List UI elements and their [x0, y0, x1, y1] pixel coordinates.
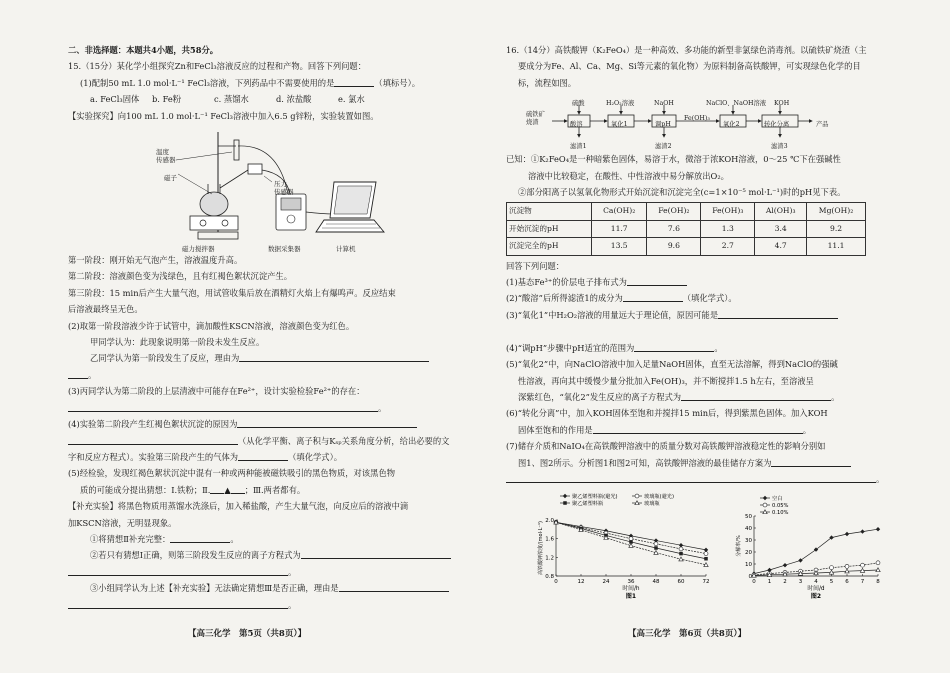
table-cell: 沉淀物: [507, 203, 592, 220]
y-tick-label: 1.6: [545, 536, 554, 543]
q16-3-blank: [506, 323, 890, 339]
option-b: b. Fe粉: [152, 94, 182, 105]
q15-4-c: 字和反应方程式）。实验第三阶段产生的气体为 （填化学式）。: [68, 451, 343, 462]
stage-3-cont: 后溶液最终呈无色。: [68, 304, 143, 315]
supplement-3: ③小组同学认为上述【补充实验】无法确定猜想Ⅲ是否正确，理由是: [68, 580, 466, 596]
data-point: [830, 566, 834, 570]
left-page: [68, 42, 466, 613]
process-flow: [506, 91, 890, 151]
ph-table: [506, 202, 866, 255]
q15-stem: 15.（15分）某化学小组探究Zn和FeCl₃溶液反应的过程和产物。回答下列问题：: [68, 61, 367, 72]
flow-reagent-4: NaClO、NaOH溶液: [706, 100, 767, 108]
q16-3: (3)“氧化1”中H₂O₂溶液的用量远大于理论值，原因可能是: [506, 307, 890, 323]
y-axis-label: 分解率/%: [736, 535, 742, 557]
q16-1: (1)基态Fe³⁺的价层电子排布式为: [506, 274, 890, 290]
table-cell: Mg(OH)₂: [807, 203, 866, 220]
figure-1-chart: [522, 490, 722, 610]
flow-waste-3: 滤渣3: [771, 143, 788, 151]
y-tick-label: 30: [745, 538, 752, 544]
footer-left: 【高三化学 第5页（共8页）】: [188, 629, 307, 639]
q16-6: (6)“转化分离”中，加入KOH固体至饱和并搅拌15 min后，得到紫黑色固体。加入KOH: [506, 408, 828, 419]
experiment-intro: 【实验探究】向100 mL 1.0 mol·L⁻¹ FeCl₃溶液中加入6.5 g锌粉，实验装置如图。: [68, 110, 379, 121]
y-tick-label: 0.8: [545, 574, 554, 580]
legend-marker: [635, 494, 639, 498]
q16-4: (4)“调pH”步骤中pH适宜的范围为 。: [506, 342, 723, 353]
x-tick-label: 5: [829, 579, 834, 585]
stage-2: 第二阶段：溶液颜色变为浅绿色，且有红褐色絮状沉淀产生。: [68, 271, 293, 282]
data-point: [860, 529, 864, 533]
q16-2: (2)“酸溶”后所得滤渣1的成分为 （填化学式）。: [506, 293, 737, 304]
supplement-2-blank: 。: [68, 564, 466, 580]
supplement-3-blank: 。: [68, 597, 466, 613]
table-cell: 9.6: [647, 238, 701, 255]
supplement-2: ②若只有猜想Ⅰ正确，则第三阶段发生反应的离子方程式为: [68, 547, 466, 563]
q16-7-b: 图1、图2所示。分析图1和图2可知，高铁酸钾溶液的最佳储存方案为: [506, 455, 890, 471]
option-a: a. FeCl₃固体: [90, 94, 140, 105]
y-tick-label: 20: [745, 550, 752, 556]
table-cell: 沉淀完全的pH: [507, 238, 592, 255]
x-tick-label: 0: [752, 579, 756, 585]
option-d: d. 浓盐酸: [276, 94, 312, 105]
flow-intermediate: Fe(OH)₃: [684, 115, 710, 123]
table-cell: Al(OH)₃: [755, 203, 807, 220]
x-tick-label: 1: [767, 579, 772, 585]
data-point: [679, 557, 683, 561]
option-e: e. 氯水: [338, 94, 365, 105]
data-point: [798, 558, 802, 562]
q15-1-options: [68, 91, 466, 107]
data-point: [629, 537, 633, 541]
q16-5: (5)“氧化2”中，向NaClO溶液中加入足量NaOH固体，直至无法溶解，得到NaClO的强碱: [506, 359, 838, 370]
chart-title: 图1: [625, 593, 637, 600]
flow-waste-1: 滤渣1: [570, 143, 587, 151]
table-cell: 11.1: [807, 238, 866, 255]
x-axis-label: 时间/h: [622, 586, 640, 592]
data-point: [654, 546, 658, 550]
known-2: ②部分阳离子以氢氧化物形式开始沉淀和沉淀完全(c=1×10⁻⁵ mol·L⁻¹)时的pH见下表。: [518, 187, 846, 198]
q16-stem-cont: 要成分为Fe、Al、Ca、Mg、Si等元素的氧化物）为原料制备高铁酸钾，可实现绿色化学的目: [518, 61, 861, 72]
flow-product: 产品: [816, 121, 829, 129]
legend-marker: [563, 494, 567, 498]
flow-reagent-1: 硫酸: [572, 100, 585, 108]
flow-step-5: 转化分离: [764, 121, 790, 129]
q16-stem-end: 标，流程如图。: [518, 77, 577, 88]
q15-2-yi: 乙同学认为第一阶段发生了反应，理由为: [68, 350, 466, 366]
table-cell: Ca(OH)₂: [592, 203, 647, 220]
flow-step-2: 氧化1: [611, 121, 628, 129]
y-tick-label: 10: [745, 562, 752, 568]
q16-5-c: 深紫红色，“氧化2”发生反应的离子方程式为 。: [518, 391, 840, 402]
q15-5-b: 质的可能成分提出猜想：Ⅰ.铁粉；Ⅱ. ▲ ；Ⅲ.两者都有。: [80, 484, 306, 495]
data-point: [876, 527, 880, 531]
y-tick-label: 0: [748, 574, 752, 580]
figure-2-chart: [730, 490, 890, 610]
q16-7: (7)储存介质和NaIO₄在高铁酸钾溶液中的质量分数对高铁酸钾溶液稳定性的影响分别如: [506, 441, 826, 452]
x-tick-label: 6: [845, 579, 849, 585]
data-point: [783, 563, 787, 567]
legend-label: 空白: [772, 496, 783, 502]
footer-right: 【高三化学 第6页（共8页）】: [628, 629, 747, 639]
table-cell: 11.7: [592, 220, 647, 237]
data-point: [861, 563, 865, 567]
chart-title: 图2: [810, 593, 822, 600]
q15-1: (1)配制50 mL 1.0 mol·L⁻¹ FeCl₃溶液，下列药品中不需要使用的是 （填标号）。: [80, 77, 421, 88]
table-cell: 2.7: [701, 238, 755, 255]
data-point: [704, 552, 708, 556]
x-tick-label: 4: [814, 579, 818, 585]
data-point: [629, 543, 633, 547]
legend-label: 聚乙烯塑料瓶: [572, 501, 604, 507]
q15-3-blank: 。: [68, 400, 466, 416]
flow-raw: 硫铁矿 烧渣: [526, 111, 545, 127]
y-tick-label: 40: [745, 526, 752, 532]
data-point: [845, 564, 849, 568]
q16-stem: 16.（14分）高铁酸钾（K₂FeO₄）是一种高效、多功能的新型非氯绿色消毒剂。以硫铁矿烧渣（主: [506, 45, 867, 55]
table-row: [507, 238, 866, 255]
x-tick-label: 72: [702, 579, 710, 585]
x-tick-label: 0: [554, 579, 558, 585]
x-tick-label: 24: [602, 579, 610, 585]
legend-marker: [763, 496, 767, 500]
answer-heading: 回答下列问题：: [506, 260, 565, 271]
q15-4: (4)实验第二阶段产生红褐色絮状沉淀的原因为: [68, 416, 466, 432]
legend-marker: [763, 503, 767, 507]
x-tick-label: 60: [677, 579, 685, 585]
q15-2-blank: 。: [68, 367, 466, 383]
supplement-cont: 加KSCN溶液，无明显现象。: [68, 517, 177, 528]
table-row: [507, 220, 866, 237]
q15-4-b: （从化学平衡、离子积与Kₛₚ关系角度分析，给出必要的文: [68, 433, 466, 449]
legend-label: 0.05%: [772, 503, 789, 509]
y-tick-label: 1.2: [545, 555, 554, 562]
flow-reagent-2: H₂O₂溶液: [606, 100, 635, 108]
data-point: [654, 542, 658, 546]
q16-6-b: 固体至饱和的作用是 。: [518, 424, 811, 435]
table-cell: 9.2: [807, 220, 866, 237]
q15-2-jia: 甲同学认为：此现象说明第一阶段未发生反应。: [90, 337, 265, 348]
table-cell: 13.5: [592, 238, 647, 255]
y-tick-label: 50: [745, 514, 752, 520]
q15-2: (2)取第一阶段溶液少许于试管中，滴加酸性KSCN溶液，溶液颜色变为红色。: [68, 320, 355, 331]
supplement: 【补充实验】将黑色物质用蒸馏水洗涤后，加入稀盐酸，产生大量气泡，向反应后的溶液中滴: [68, 501, 409, 512]
legend-marker: [563, 501, 567, 505]
table-header-row: [507, 203, 866, 220]
known-1: 已知：①K₂FeO₄是一种暗紫色固体，易溶于水，微溶于浓KOH溶液，0～25 ℃下在强碱性: [506, 154, 841, 165]
data-point: [876, 561, 880, 565]
label-stir-bar: 磁子: [164, 174, 177, 183]
option-c: c. 蒸馏水: [214, 94, 249, 105]
x-tick-label: 12: [577, 579, 585, 585]
x-tick-label: 48: [652, 579, 660, 585]
x-tick-label: 36: [627, 579, 635, 585]
y-axis-label: 高铁酸钾浓度/(mol·L⁻¹): [538, 521, 544, 575]
table-cell: 7.6: [647, 220, 701, 237]
label-temp-sensor: 温度 传感器: [156, 148, 176, 165]
data-point: [679, 547, 683, 551]
table-cell: 3.4: [755, 220, 807, 237]
section-heading: 二、非选择题：本题共4小题，共58分。: [68, 45, 219, 55]
x-tick-label: 3: [798, 579, 803, 585]
x-axis-label: 时间/d: [807, 586, 825, 592]
x-tick-label: 8: [876, 579, 880, 585]
x-tick-label: 7: [860, 579, 865, 585]
x-tick-label: 2: [783, 579, 787, 585]
table-cell: Fe(OH)₃: [701, 203, 755, 220]
label-computer: 计算机: [336, 245, 356, 254]
legend-label: 聚乙烯塑料瓶(避光): [572, 494, 618, 500]
q16-5-b: 性溶液，再向其中缓慢少量分批加入Fe(OH)₃，并不断搅拌1.5 h左右，至溶液呈: [518, 375, 814, 386]
flow-reagent-5: KOH: [774, 100, 790, 108]
data-point: [704, 557, 708, 561]
stage-1: 第一阶段：刚开始无气泡产生，溶液温度升高。: [68, 255, 243, 266]
apparatus-figure: [68, 124, 466, 252]
flow-step-3: 调pH: [655, 121, 671, 129]
flow-step-1: 酸溶: [570, 121, 583, 129]
flow-waste-2: 滤渣2: [655, 143, 672, 151]
table-cell: 4.7: [755, 238, 807, 255]
table-cell: 1.3: [701, 220, 755, 237]
q15-5: (5)经检验，发现红褐色絮状沉淀中混有一种或两种能被磁铁吸引的黑色物质，对该黑色物: [68, 468, 396, 479]
stage-3: 第三阶段：15 min后产生大量气泡，用试管收集后放在酒精灯火焰上有爆鸣声。反应结束: [68, 287, 396, 298]
flow-reagent-3: NaOH: [654, 100, 674, 108]
table-cell: Fe(OH)₂: [647, 203, 701, 220]
flow-step-4: 氧化2: [723, 121, 740, 129]
data-point: [679, 552, 683, 556]
q16-7-blank: 。: [506, 471, 890, 487]
q15-3: (3)丙同学认为第二阶段的上层清液中可能存在Fe²⁺，设计实验检验Fe²⁺的存在：: [68, 386, 365, 397]
legend-label: 玻璃瓶(避光): [644, 494, 674, 500]
right-page: [506, 42, 890, 487]
y-tick-label: 2.0: [545, 518, 554, 524]
label-collector: 数据采集器: [268, 245, 301, 254]
legend-label: 玻璃瓶: [644, 501, 660, 507]
table-cell: 开始沉淀的pH: [507, 220, 592, 237]
data-point: [845, 532, 849, 536]
supplement-1: ①将猜想Ⅱ补充完整： 。: [90, 533, 239, 544]
legend-label: 0.10%: [772, 510, 789, 516]
label-pressure-sensor: 压力 传感器: [274, 180, 294, 197]
known-1-cont: 溶液中比较稳定，在酸性、中性溶液中易分解放出O₂。: [528, 170, 729, 181]
label-stirrer: 磁力搅拌器: [182, 245, 215, 254]
